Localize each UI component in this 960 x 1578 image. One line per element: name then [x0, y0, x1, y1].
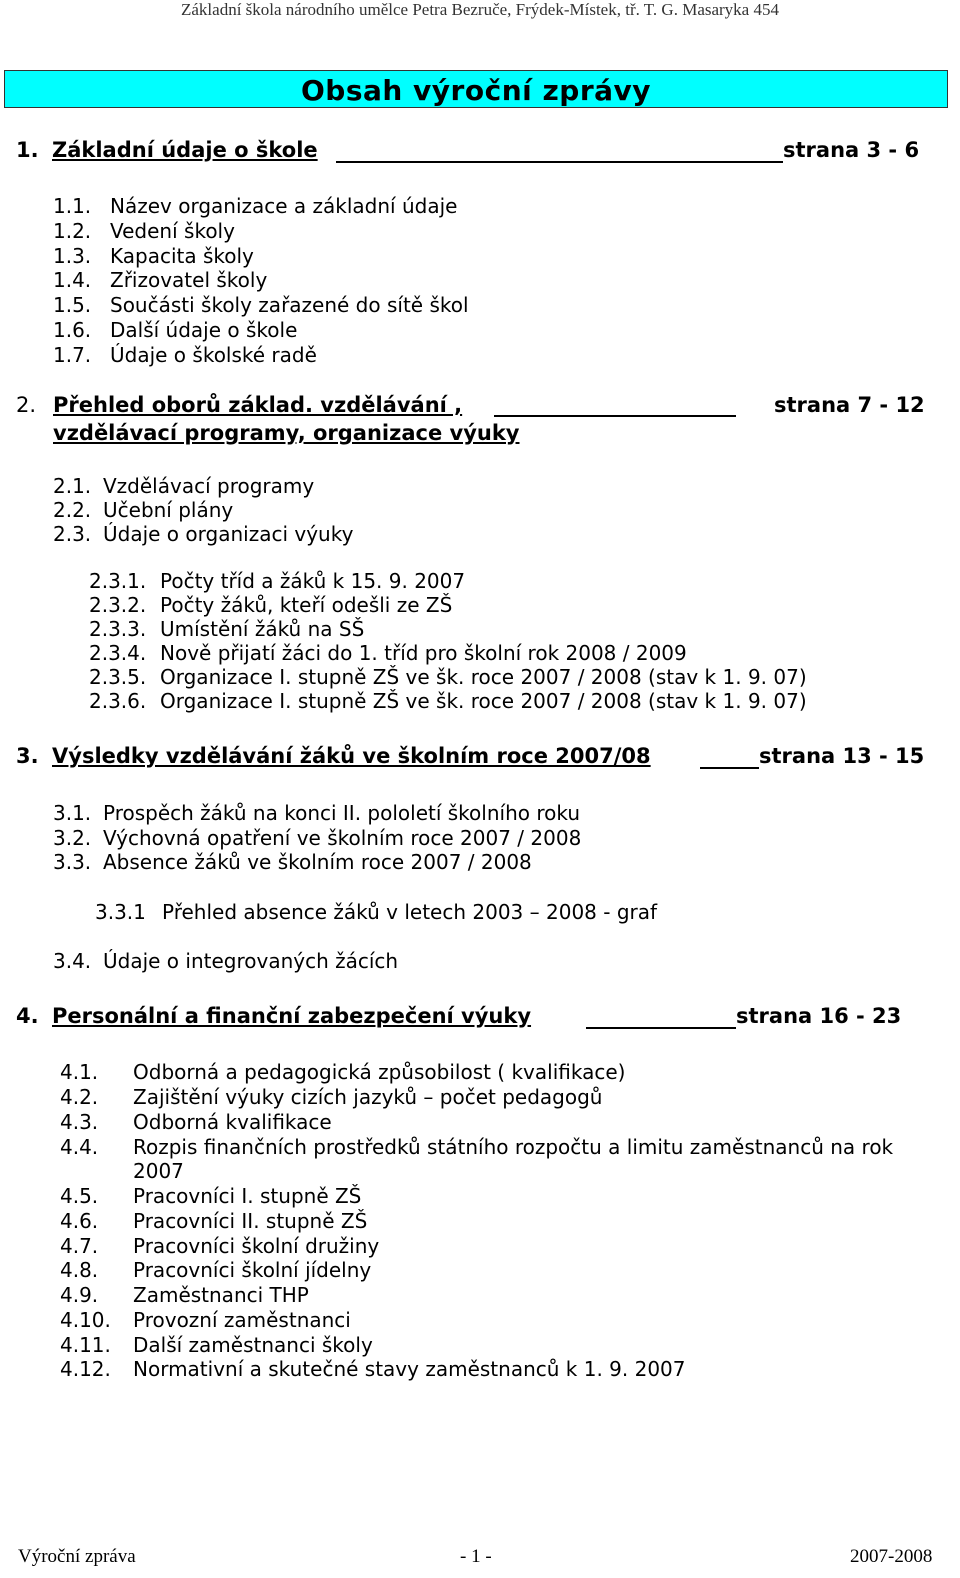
section-title: Základní údaje o škole	[52, 138, 318, 162]
section-2-number: 2.	[16, 393, 37, 417]
section-1-leader-line	[336, 161, 783, 163]
section-4-leader-line	[586, 1027, 736, 1029]
footer-right: 2007-2008	[850, 1546, 933, 1567]
footer-page-number: - 1 -	[460, 1546, 492, 1567]
section-2-title-line2[interactable]: vzdělávací programy, organizace výuky	[53, 421, 520, 445]
section-title: Personální a finanční zabezpečení výuky	[52, 1004, 532, 1028]
section-title: Výsledky vzdělávání žáků ve školním roce 2007/08	[52, 744, 651, 768]
section-number: 1.	[16, 138, 39, 162]
footer-left: Výroční zpráva	[18, 1546, 136, 1567]
section-pages: strana 3 - 6	[783, 138, 920, 162]
section-pages: strana 13 - 15	[759, 744, 925, 768]
section-3-leader-line	[700, 767, 759, 769]
section-number: 3.	[16, 744, 39, 768]
section-2-leader-line	[494, 415, 736, 417]
document-title: Obsah výroční zprávy	[300, 74, 652, 107]
section-2-pages: strana 7 - 12	[774, 393, 925, 417]
section-number: 4.	[16, 1004, 39, 1028]
section-2-title[interactable]: Přehled oborů základ. vzdělávání ,	[53, 393, 463, 417]
section-4-heading[interactable]	[16, 1004, 936, 1030]
title-box	[4, 70, 948, 108]
section-pages: strana 16 - 23	[736, 1004, 902, 1028]
section-3-heading[interactable]	[16, 744, 936, 770]
page-header: Základní škola národního umělce Petra Bezruče, Frýdek-Místek, tř. T. G. Masaryka 454	[181, 0, 779, 19]
